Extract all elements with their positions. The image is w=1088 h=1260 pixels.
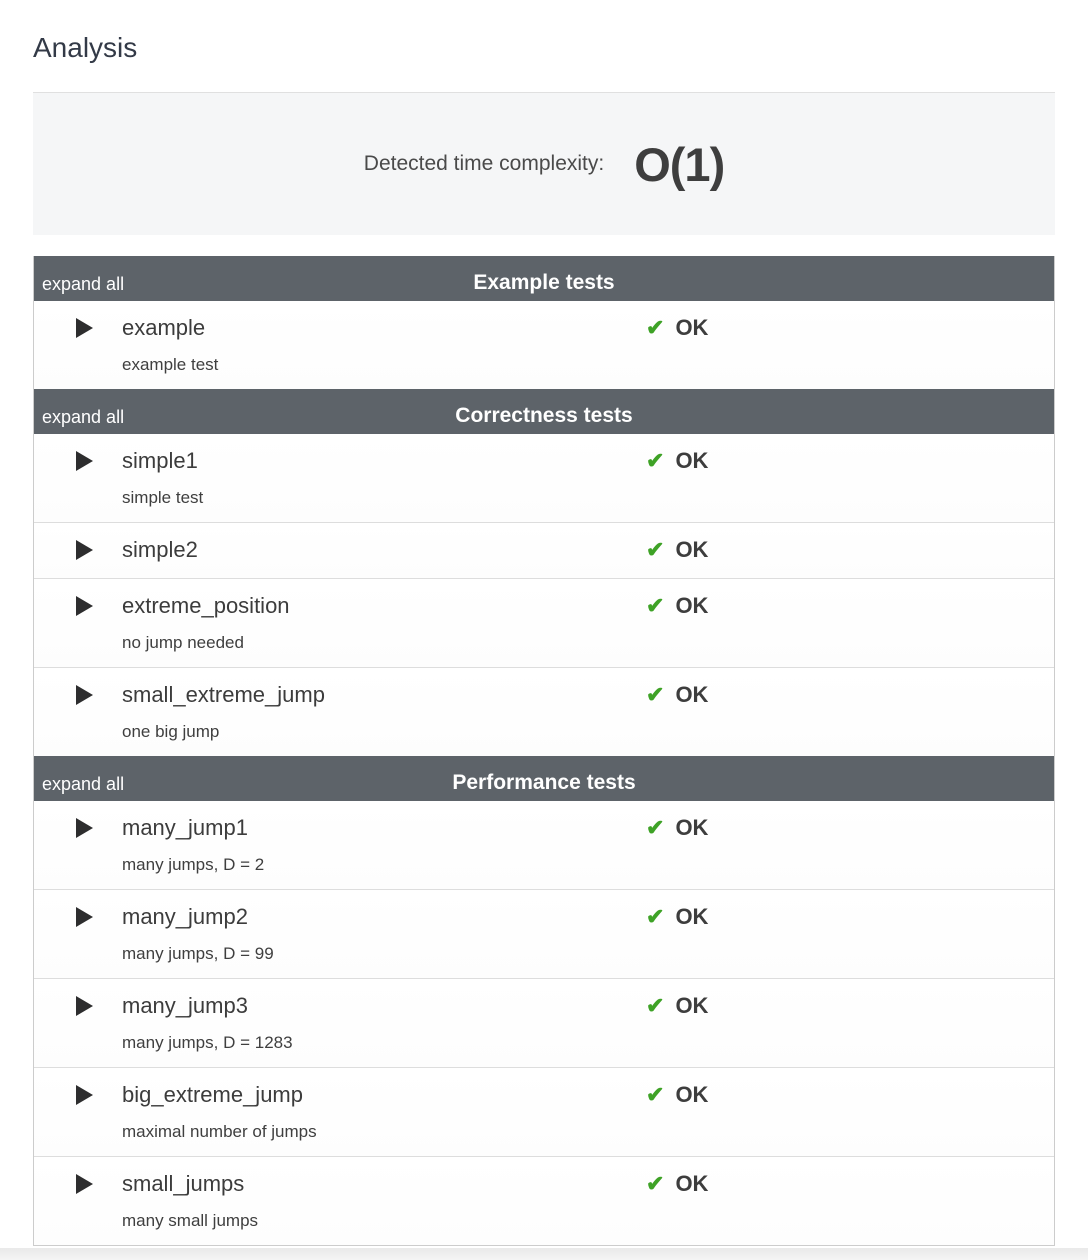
test-status [646,993,708,1019]
test-name[interactable]: small_extreme_jump [122,682,325,707]
status-label: OK [675,1082,709,1107]
status-label: OK [675,993,709,1018]
results-table [33,256,1055,1246]
test-row[interactable] [34,523,1054,579]
test-row-main [34,813,1054,843]
test-name[interactable]: extreme_position [122,593,290,618]
check-icon: ✔ [646,315,665,340]
test-description: many small jumps [122,1211,259,1230]
test-description: example test [122,355,219,374]
status-label: OK [675,682,709,707]
test-name[interactable]: simple2 [122,537,198,562]
section-title: Example tests [473,271,615,294]
section-header-bar [34,256,1054,301]
test-name[interactable]: big_extreme_jump [122,1082,303,1107]
expand-triangle-icon[interactable] [76,1174,93,1194]
expand-triangle-icon[interactable] [76,907,93,927]
status-label: OK [675,448,709,473]
status-label: OK [675,593,709,618]
test-name[interactable]: many_jump3 [122,993,248,1018]
expand-triangle-icon[interactable] [76,1085,93,1105]
test-row-main [34,1080,1054,1110]
test-section [34,256,1054,389]
check-icon: ✔ [646,993,665,1018]
test-row-main [34,535,1054,565]
complexity-label: Detected time complexity: [363,152,605,175]
test-name[interactable]: small_jumps [122,1171,245,1196]
check-icon: ✔ [646,1171,665,1196]
test-row-main [34,591,1054,621]
section-header-bar [34,756,1054,801]
expand-all-link[interactable]: expand all [42,407,125,427]
test-status [646,593,708,619]
complexity-value: O(1) [634,137,725,191]
check-icon: ✔ [646,815,665,840]
check-icon: ✔ [646,682,665,707]
section-rows [34,301,1054,389]
test-section [34,389,1054,756]
test-row-main [34,446,1054,476]
test-name[interactable]: many_jump2 [122,904,248,929]
test-row[interactable] [34,890,1054,979]
test-row[interactable] [34,801,1054,890]
status-label: OK [675,904,709,929]
expand-triangle-icon[interactable] [76,318,93,338]
test-status [646,815,708,841]
test-status [646,1082,708,1108]
test-description: many jumps, D = 99 [122,944,274,963]
test-status [646,682,708,708]
check-icon: ✔ [646,593,665,618]
test-row-main [34,991,1054,1021]
section-rows [34,434,1054,756]
page-background-strip [0,1248,1088,1260]
test-description: many jumps, D = 2 [122,855,265,874]
test-name[interactable]: simple1 [122,448,198,473]
test-description: one big jump [122,722,220,741]
test-description: simple test [122,488,204,507]
test-status [646,448,708,474]
expand-triangle-icon[interactable] [76,685,93,705]
test-description: many jumps, D = 1283 [122,1033,293,1052]
test-row[interactable] [34,668,1054,756]
expand-triangle-icon[interactable] [76,996,93,1016]
check-icon: ✔ [646,448,665,473]
test-description: no jump needed [122,633,244,652]
test-status [646,904,708,930]
status-label: OK [675,315,709,340]
section-rows [34,801,1054,1245]
status-label: OK [675,1171,709,1196]
check-icon: ✔ [646,904,665,929]
test-row-main [34,1169,1054,1199]
test-description: maximal number of jumps [122,1122,317,1141]
test-row[interactable] [34,1068,1054,1157]
test-status [646,537,708,563]
page-title: Analysis [33,32,138,63]
test-row[interactable] [34,301,1054,389]
expand-all-link[interactable]: expand all [42,274,125,294]
expand-triangle-icon[interactable] [76,540,93,560]
complexity-banner [33,92,1055,235]
check-icon: ✔ [646,1082,665,1107]
test-name[interactable]: many_jump1 [122,815,248,840]
status-label: OK [675,537,709,562]
test-row-main [34,680,1054,710]
expand-all-link[interactable]: expand all [42,774,125,794]
section-header-bar [34,389,1054,434]
test-row[interactable] [34,979,1054,1068]
test-row-main [34,313,1054,343]
test-row[interactable] [34,579,1054,668]
test-row[interactable] [34,1157,1054,1245]
test-status [646,1171,708,1197]
test-row-main [34,902,1054,932]
section-title: Correctness tests [455,404,633,427]
test-status [646,315,708,341]
status-label: OK [675,815,709,840]
expand-triangle-icon[interactable] [76,451,93,471]
test-row[interactable] [34,434,1054,523]
test-section [34,756,1054,1245]
section-title: Performance tests [452,771,636,794]
expand-triangle-icon[interactable] [76,596,93,616]
check-icon: ✔ [646,537,665,562]
expand-triangle-icon[interactable] [76,818,93,838]
test-name[interactable]: example [122,315,206,340]
